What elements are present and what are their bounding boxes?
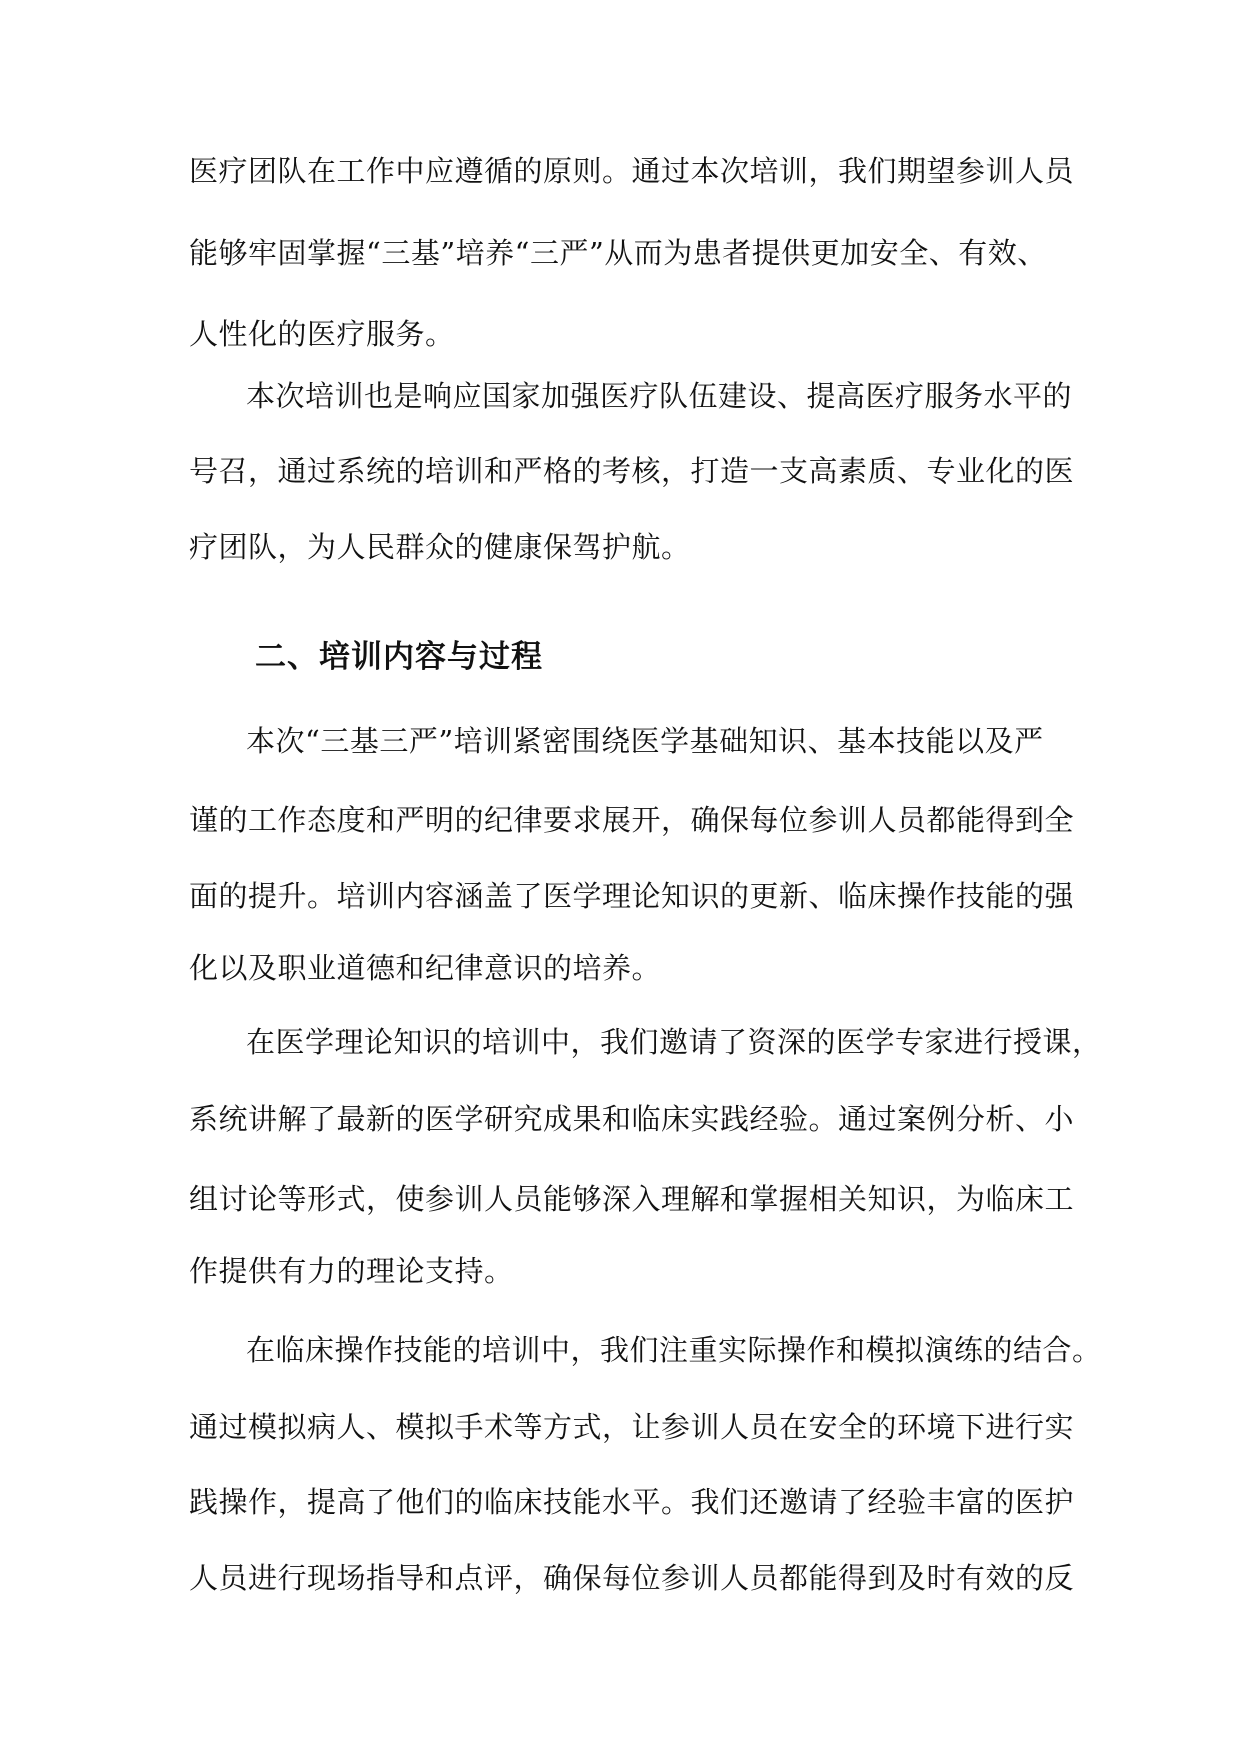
paragraph-3-line-2: 谨的工作态度和严明的纪律要求展开，确保每位参训人员都能得到全: [189, 803, 1075, 837]
paragraph-2-line-2: 号召，通过系统的培训和严格的考核，打造一支高素质、专业化的医: [189, 454, 1075, 488]
paragraph-3-line-4: 化以及职业道德和纪律意识的培养。: [189, 951, 662, 985]
paragraph-2-line-3: 疗团队，为人民群众的健康保驾护航。: [189, 530, 691, 564]
paragraph-1-line-1: 医疗团队在工作中应遵循的原则。通过本次培训，我们期望参训人员: [189, 154, 1075, 188]
paragraph-3-line-1: 本次“三基三严”培训紧密围绕医学基础知识、基本技能以及严: [246, 724, 1044, 758]
paragraph-4-line-1: 在医学理论知识的培训中，我们邀请了资深的医学专家进行授课，: [246, 1025, 1102, 1059]
paragraph-5-line-1: 在临床操作技能的培训中，我们注重实际操作和模拟演练的结合。: [246, 1333, 1102, 1367]
paragraph-1-line-3: 人性化的医疗服务。: [189, 317, 455, 351]
paragraph-5-line-2: 通过模拟病人、模拟手术等方式，让参训人员在安全的环境下进行实: [189, 1410, 1075, 1444]
paragraph-2-line-1: 本次培训也是响应国家加强医疗队伍建设、提高医疗服务水平的: [246, 379, 1073, 413]
paragraph-1-line-2: 能够牢固掌握“三基”培养“三严”从而为患者提供更加安全、有效、: [189, 236, 1047, 270]
paragraph-4-line-4: 作提供有力的理论支持。: [189, 1254, 514, 1288]
paragraph-4-line-2: 系统讲解了最新的医学研究成果和临床实践经验。通过案例分析、小: [189, 1102, 1075, 1136]
section-heading: 二、培训内容与过程: [255, 639, 543, 675]
paragraph-5-line-4: 人员进行现场指导和点评，确保每位参训人员都能得到及时有效的反: [189, 1561, 1075, 1595]
paragraph-4-line-3: 组讨论等形式，使参训人员能够深入理解和掌握相关知识，为临床工: [189, 1182, 1075, 1216]
paragraph-3-line-3: 面的提升。培训内容涵盖了医学理论知识的更新、临床操作技能的强: [189, 879, 1075, 913]
paragraph-5-line-3: 践操作，提高了他们的临床技能水平。我们还邀请了经验丰富的医护: [189, 1485, 1075, 1519]
